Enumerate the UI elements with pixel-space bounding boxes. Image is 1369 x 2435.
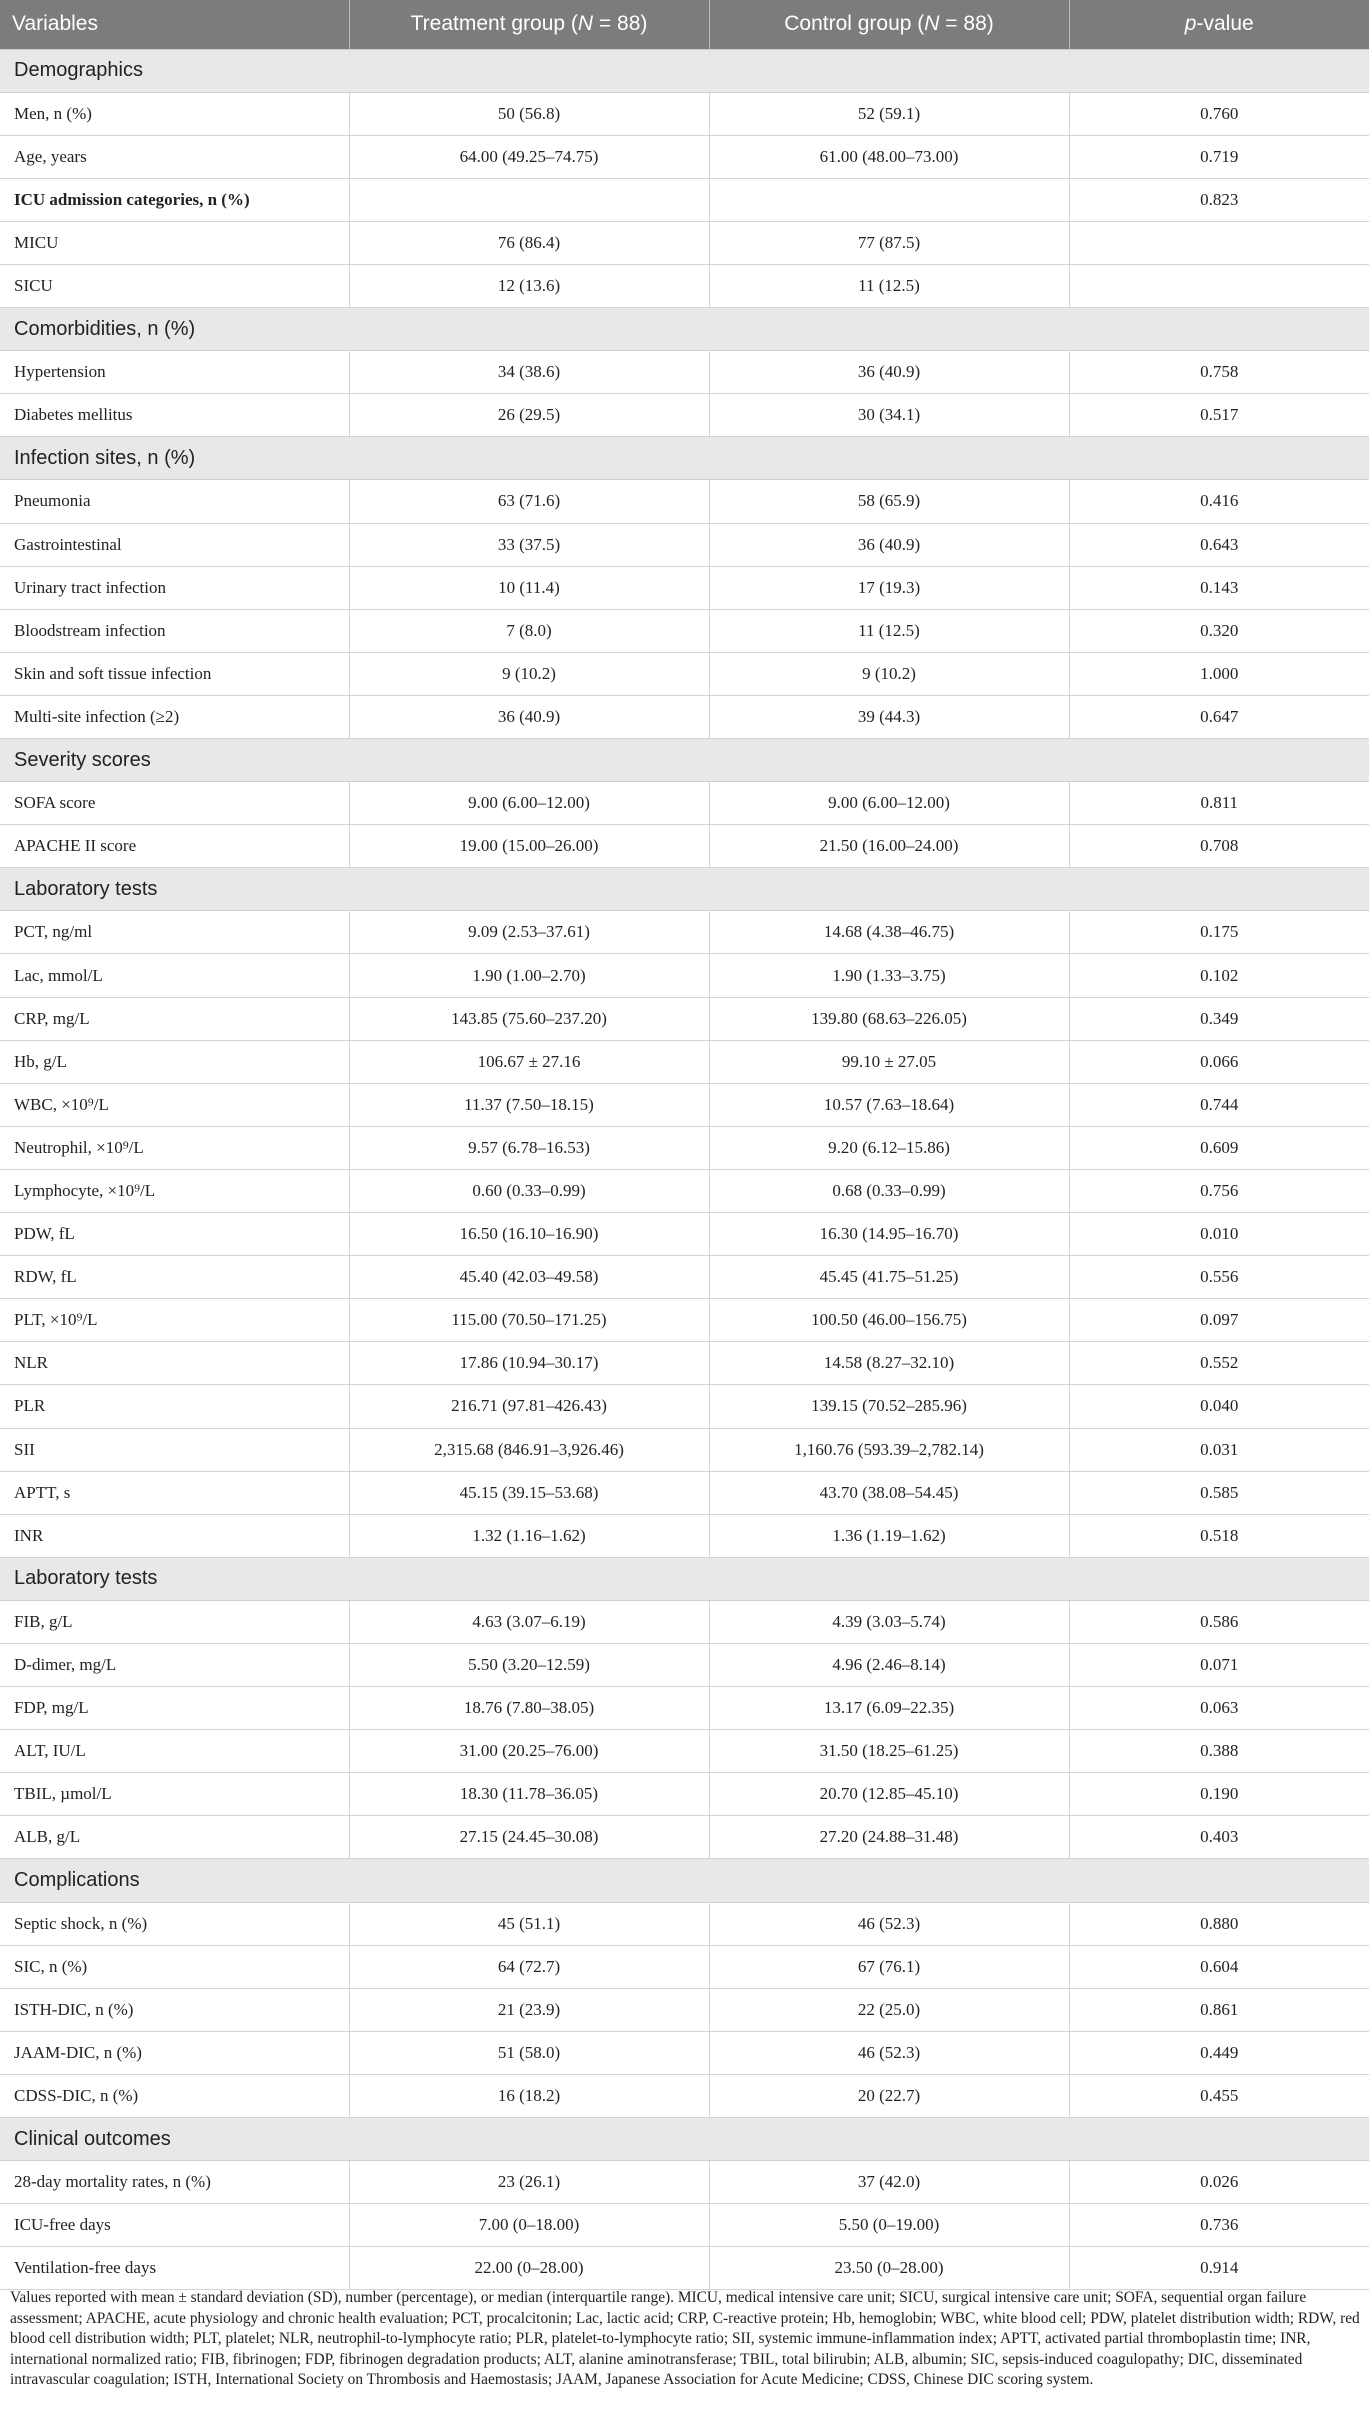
variable-cell: APTT, s xyxy=(0,1471,349,1514)
treatment-cell: 16 (18.2) xyxy=(349,2074,709,2117)
variable-cell: Men, n (%) xyxy=(0,92,349,135)
p-value-cell: 0.744 xyxy=(1069,1083,1369,1126)
section-label: Laboratory tests xyxy=(0,1557,1369,1600)
header-p-post: -value xyxy=(1196,12,1254,36)
table-row xyxy=(0,523,1369,566)
treatment-cell: 16.50 (16.10–16.90) xyxy=(349,1213,709,1256)
treatment-cell: 2,315.68 (846.91–3,926.46) xyxy=(349,1428,709,1471)
table-row xyxy=(0,2161,1369,2204)
variable-cell: Neutrophil, ×10⁹/L xyxy=(0,1126,349,1169)
control-cell: 27.20 (24.88–31.48) xyxy=(709,1816,1069,1859)
treatment-cell: 22.00 (0–28.00) xyxy=(349,2247,709,2290)
p-value-cell: 0.388 xyxy=(1069,1730,1369,1773)
control-cell: 31.50 (18.25–61.25) xyxy=(709,1730,1069,1773)
table-row xyxy=(0,2204,1369,2247)
treatment-cell: 63 (71.6) xyxy=(349,480,709,523)
treatment-cell: 9.09 (2.53–37.61) xyxy=(349,911,709,954)
table-row xyxy=(0,1126,1369,1169)
p-value-cell: 0.643 xyxy=(1069,523,1369,566)
variable-cell: RDW, fL xyxy=(0,1256,349,1299)
header-control-pre: Control group ( xyxy=(784,12,925,36)
variable-cell: Urinary tract infection xyxy=(0,566,349,609)
table-row xyxy=(0,1428,1369,1471)
table-row xyxy=(0,1385,1369,1428)
p-value-cell: 0.880 xyxy=(1069,1902,1369,1945)
control-cell: 0.68 (0.33–0.99) xyxy=(709,1169,1069,1212)
table-row xyxy=(0,1342,1369,1385)
control-cell: 9.00 (6.00–12.00) xyxy=(709,782,1069,825)
variable-cell: APACHE II score xyxy=(0,825,349,868)
control-cell xyxy=(709,178,1069,221)
control-cell: 139.80 (68.63–226.05) xyxy=(709,997,1069,1040)
variable-cell: NLR xyxy=(0,1342,349,1385)
treatment-cell: 5.50 (3.20–12.59) xyxy=(349,1643,709,1686)
table-row xyxy=(0,911,1369,954)
table-row xyxy=(0,1040,1369,1083)
control-cell: 52 (59.1) xyxy=(709,92,1069,135)
p-value-cell: 0.097 xyxy=(1069,1299,1369,1342)
treatment-cell: 64 (72.7) xyxy=(349,1945,709,1988)
section-header-row xyxy=(0,1557,1369,1600)
variable-cell: Bloodstream infection xyxy=(0,609,349,652)
treatment-cell: 106.67 ± 27.16 xyxy=(349,1040,709,1083)
variable-cell: Lac, mmol/L xyxy=(0,954,349,997)
variable-cell: Gastrointestinal xyxy=(0,523,349,566)
variable-cell: Hb, g/L xyxy=(0,1040,349,1083)
control-cell: 100.50 (46.00–156.75) xyxy=(709,1299,1069,1342)
variable-cell: JAAM-DIC, n (%) xyxy=(0,2031,349,2074)
variable-cell: ISTH-DIC, n (%) xyxy=(0,1988,349,2031)
control-cell: 39 (44.3) xyxy=(709,695,1069,738)
control-cell: 11 (12.5) xyxy=(709,264,1069,307)
table-row xyxy=(0,1988,1369,2031)
treatment-cell: 11.37 (7.50–18.15) xyxy=(349,1083,709,1126)
control-cell: 23.50 (0–28.00) xyxy=(709,2247,1069,2290)
header-control-group xyxy=(709,0,1069,49)
variable-cell: PCT, ng/ml xyxy=(0,911,349,954)
table-row xyxy=(0,2074,1369,2117)
control-cell: 36 (40.9) xyxy=(709,523,1069,566)
control-cell: 4.96 (2.46–8.14) xyxy=(709,1643,1069,1686)
variable-cell: Lymphocyte, ×10⁹/L xyxy=(0,1169,349,1212)
p-value-cell: 0.063 xyxy=(1069,1687,1369,1730)
treatment-cell: 9.57 (6.78–16.53) xyxy=(349,1126,709,1169)
control-cell: 21.50 (16.00–24.00) xyxy=(709,825,1069,868)
variable-cell: CRP, mg/L xyxy=(0,997,349,1040)
table-row xyxy=(0,566,1369,609)
p-value-cell: 0.914 xyxy=(1069,2247,1369,2290)
p-value-cell: 0.143 xyxy=(1069,566,1369,609)
treatment-cell: 34 (38.6) xyxy=(349,351,709,394)
treatment-cell: 45.40 (42.03–49.58) xyxy=(349,1256,709,1299)
treatment-cell: 36 (40.9) xyxy=(349,695,709,738)
treatment-cell: 26 (29.5) xyxy=(349,394,709,437)
variable-cell: FDP, mg/L xyxy=(0,1687,349,1730)
p-value-cell: 0.861 xyxy=(1069,1988,1369,2031)
treatment-cell: 18.76 (7.80–38.05) xyxy=(349,1687,709,1730)
p-value-cell: 0.736 xyxy=(1069,2204,1369,2247)
p-value-cell: 0.758 xyxy=(1069,351,1369,394)
variable-cell: ALB, g/L xyxy=(0,1816,349,1859)
control-cell: 20 (22.7) xyxy=(709,2074,1069,2117)
table-row xyxy=(0,1514,1369,1557)
control-cell: 14.68 (4.38–46.75) xyxy=(709,911,1069,954)
control-cell: 99.10 ± 27.05 xyxy=(709,1040,1069,1083)
control-cell: 11 (12.5) xyxy=(709,609,1069,652)
table-row xyxy=(0,178,1369,221)
treatment-cell: 51 (58.0) xyxy=(349,2031,709,2074)
treatment-cell: 64.00 (49.25–74.75) xyxy=(349,135,709,178)
p-value-cell: 0.455 xyxy=(1069,2074,1369,2117)
header-treatment-post: = 88) xyxy=(593,12,648,36)
p-value-cell: 0.449 xyxy=(1069,2031,1369,2074)
table-row xyxy=(0,1256,1369,1299)
control-cell: 58 (65.9) xyxy=(709,480,1069,523)
table-row xyxy=(0,2031,1369,2074)
variable-cell: Multi-site infection (≥2) xyxy=(0,695,349,738)
p-value-cell: 0.416 xyxy=(1069,480,1369,523)
table-row xyxy=(0,264,1369,307)
control-cell: 36 (40.9) xyxy=(709,351,1069,394)
control-cell: 43.70 (38.08–54.45) xyxy=(709,1471,1069,1514)
section-label: Clinical outcomes xyxy=(0,2118,1369,2161)
control-cell: 1.90 (1.33–3.75) xyxy=(709,954,1069,997)
section-header-row xyxy=(0,308,1369,351)
treatment-cell: 17.86 (10.94–30.17) xyxy=(349,1342,709,1385)
section-label: Complications xyxy=(0,1859,1369,1902)
p-value-cell: 0.552 xyxy=(1069,1342,1369,1385)
p-value-cell: 0.190 xyxy=(1069,1773,1369,1816)
variable-cell: PLT, ×10⁹/L xyxy=(0,1299,349,1342)
header-control-post: = 88) xyxy=(939,12,994,36)
p-value-cell: 0.403 xyxy=(1069,1816,1369,1859)
header-row xyxy=(0,0,1369,49)
table-row xyxy=(0,1687,1369,1730)
p-value-cell: 0.556 xyxy=(1069,1256,1369,1299)
p-value-cell: 0.066 xyxy=(1069,1040,1369,1083)
treatment-cell: 27.15 (24.45–30.08) xyxy=(349,1816,709,1859)
treatment-cell: 33 (37.5) xyxy=(349,523,709,566)
treatment-cell: 19.00 (15.00–26.00) xyxy=(349,825,709,868)
variable-cell: Ventilation-free days xyxy=(0,2247,349,2290)
treatment-cell: 143.85 (75.60–237.20) xyxy=(349,997,709,1040)
treatment-cell: 18.30 (11.78–36.05) xyxy=(349,1773,709,1816)
control-cell: 45.45 (41.75–51.25) xyxy=(709,1256,1069,1299)
treatment-cell: 7.00 (0–18.00) xyxy=(349,2204,709,2247)
p-value-cell xyxy=(1069,221,1369,264)
p-value-cell: 0.604 xyxy=(1069,1945,1369,1988)
variable-cell: FIB, g/L xyxy=(0,1600,349,1643)
section-label: Severity scores xyxy=(0,739,1369,782)
table-row xyxy=(0,1213,1369,1256)
p-value-cell xyxy=(1069,264,1369,307)
variable-cell: Hypertension xyxy=(0,351,349,394)
variable-cell: SII xyxy=(0,1428,349,1471)
table-row xyxy=(0,1643,1369,1686)
control-cell: 46 (52.3) xyxy=(709,2031,1069,2074)
control-cell: 37 (42.0) xyxy=(709,2161,1069,2204)
p-value-cell: 0.609 xyxy=(1069,1126,1369,1169)
variable-cell: D-dimer, mg/L xyxy=(0,1643,349,1686)
table-row xyxy=(0,782,1369,825)
table-row xyxy=(0,1730,1369,1773)
header-treatment-group xyxy=(349,0,709,49)
control-cell: 14.58 (8.27–32.10) xyxy=(709,1342,1069,1385)
table-row xyxy=(0,351,1369,394)
table-row xyxy=(0,1773,1369,1816)
table-row xyxy=(0,1945,1369,1988)
table-footnote: Values reported with mean ± standard deviation (SD), number (percentage), or median (interquartile range). MICU, medical intensive care unit; SICU, surgical intensive care unit; SOFA, sequential organ failure assessment; APACHE, acute physiology and chronic health evaluation; PCT, procalcitonin; Lac, lactic acid; CRP, C-reactive protein; Hb, hemoglobin; WBC, white blood cell; PDW, platelet distribution width; RDW, red blood cell distribution width; PLT, platelet; NLR, neutrophil-to-lymphocyte ratio; PLR, platelet-to-lymphocyte ratio; SII, systemic immune-inflammation index; APTT, activated partial thromboplastin time; INR, international normalized ratio; FIB, fibrinogen; FDP, fibrinogen degradation products; ALT, alanine aminotransferase; TBIL, total bilirubin; ALB, albumin; SIC, sepsis-induced coagulopathy; DIC, disseminated intravascular coagulation; ISTH, International Society on Thrombosis and Haemostasis; JAAM, Japanese Association for Acute Medicine; CDSS, Chinese DIC scoring system. xyxy=(10,2289,1360,2389)
section-label: Infection sites, n (%) xyxy=(0,437,1369,480)
p-value-cell: 0.031 xyxy=(1069,1428,1369,1471)
header-control-n: N xyxy=(924,12,940,36)
treatment-cell: 21 (23.9) xyxy=(349,1988,709,2031)
section-header-row xyxy=(0,1859,1369,1902)
control-cell: 77 (87.5) xyxy=(709,221,1069,264)
control-cell: 61.00 (48.00–73.00) xyxy=(709,135,1069,178)
treatment-cell xyxy=(349,178,709,221)
table-row xyxy=(0,954,1369,997)
control-cell: 1,160.76 (593.39–2,782.14) xyxy=(709,1428,1069,1471)
variable-cell: CDSS-DIC, n (%) xyxy=(0,2074,349,2117)
control-cell: 9.20 (6.12–15.86) xyxy=(709,1126,1069,1169)
control-cell: 46 (52.3) xyxy=(709,1902,1069,1945)
control-cell: 22 (25.0) xyxy=(709,1988,1069,2031)
variable-cell: SIC, n (%) xyxy=(0,1945,349,1988)
p-value-cell: 0.760 xyxy=(1069,92,1369,135)
treatment-cell: 23 (26.1) xyxy=(349,2161,709,2204)
p-value-cell: 0.102 xyxy=(1069,954,1369,997)
variable-cell: MICU xyxy=(0,221,349,264)
variable-cell: SICU xyxy=(0,264,349,307)
p-value-cell: 1.000 xyxy=(1069,652,1369,695)
variable-cell: WBC, ×10⁹/L xyxy=(0,1083,349,1126)
p-value-cell: 0.040 xyxy=(1069,1385,1369,1428)
table-row xyxy=(0,394,1369,437)
p-value-cell: 0.518 xyxy=(1069,1514,1369,1557)
table-row xyxy=(0,609,1369,652)
header-p: p xyxy=(1184,12,1197,36)
table-body xyxy=(0,49,1369,2290)
table-row xyxy=(0,480,1369,523)
header-treatment-pre: Treatment group ( xyxy=(410,12,578,36)
p-value-cell: 0.823 xyxy=(1069,178,1369,221)
treatment-cell: 50 (56.8) xyxy=(349,92,709,135)
variable-cell: Septic shock, n (%) xyxy=(0,1902,349,1945)
variable-cell: PDW, fL xyxy=(0,1213,349,1256)
table-row xyxy=(0,1600,1369,1643)
treatment-cell: 7 (8.0) xyxy=(349,609,709,652)
header-variables: Variables xyxy=(0,0,349,49)
p-value-cell: 0.756 xyxy=(1069,1169,1369,1212)
p-value-cell: 0.719 xyxy=(1069,135,1369,178)
table-row xyxy=(0,652,1369,695)
table-row xyxy=(0,1902,1369,1945)
table-row xyxy=(0,695,1369,738)
treatment-cell: 45.15 (39.15–53.68) xyxy=(349,1471,709,1514)
control-cell: 139.15 (70.52–285.96) xyxy=(709,1385,1069,1428)
table-header xyxy=(0,0,1369,49)
header-treatment-n: N xyxy=(577,12,594,36)
treatment-cell: 216.71 (97.81–426.43) xyxy=(349,1385,709,1428)
table-row xyxy=(0,825,1369,868)
section-header-row xyxy=(0,868,1369,911)
control-cell: 16.30 (14.95–16.70) xyxy=(709,1213,1069,1256)
treatment-cell: 9 (10.2) xyxy=(349,652,709,695)
p-value-cell: 0.010 xyxy=(1069,1213,1369,1256)
treatment-cell: 31.00 (20.25–76.00) xyxy=(349,1730,709,1773)
treatment-cell: 10 (11.4) xyxy=(349,566,709,609)
section-header-row xyxy=(0,2118,1369,2161)
p-value-cell: 0.349 xyxy=(1069,997,1369,1040)
table-row xyxy=(0,997,1369,1040)
table-row xyxy=(0,2247,1369,2290)
variable-cell: ICU admission categories, n (%) xyxy=(0,178,349,221)
treatment-cell: 45 (51.1) xyxy=(349,1902,709,1945)
p-value-cell: 0.647 xyxy=(1069,695,1369,738)
control-cell: 9 (10.2) xyxy=(709,652,1069,695)
variable-cell: TBIL, µmol/L xyxy=(0,1773,349,1816)
variable-cell: Pneumonia xyxy=(0,480,349,523)
section-label: Laboratory tests xyxy=(0,868,1369,911)
variable-cell: SOFA score xyxy=(0,782,349,825)
control-cell: 13.17 (6.09–22.35) xyxy=(709,1687,1069,1730)
treatment-cell: 115.00 (70.50–171.25) xyxy=(349,1299,709,1342)
treatment-cell: 1.90 (1.00–2.70) xyxy=(349,954,709,997)
table-row xyxy=(0,1299,1369,1342)
control-cell: 30 (34.1) xyxy=(709,394,1069,437)
variable-cell: Age, years xyxy=(0,135,349,178)
control-cell: 4.39 (3.03–5.74) xyxy=(709,1600,1069,1643)
p-value-cell: 0.320 xyxy=(1069,609,1369,652)
section-header-row xyxy=(0,437,1369,480)
variable-cell: PLR xyxy=(0,1385,349,1428)
table-row xyxy=(0,92,1369,135)
header-p-value xyxy=(1069,0,1369,49)
p-value-cell: 0.708 xyxy=(1069,825,1369,868)
control-cell: 10.57 (7.63–18.64) xyxy=(709,1083,1069,1126)
section-header-row xyxy=(0,49,1369,92)
section-header-row xyxy=(0,739,1369,782)
treatment-cell: 12 (13.6) xyxy=(349,264,709,307)
treatment-cell: 9.00 (6.00–12.00) xyxy=(349,782,709,825)
section-label: Comorbidities, n (%) xyxy=(0,308,1369,351)
control-cell: 20.70 (12.85–45.10) xyxy=(709,1773,1069,1816)
variable-cell: ALT, IU/L xyxy=(0,1730,349,1773)
p-value-cell: 0.071 xyxy=(1069,1643,1369,1686)
variable-cell: INR xyxy=(0,1514,349,1557)
control-cell: 1.36 (1.19–1.62) xyxy=(709,1514,1069,1557)
p-value-cell: 0.811 xyxy=(1069,782,1369,825)
treatment-cell: 0.60 (0.33–0.99) xyxy=(349,1169,709,1212)
p-value-cell: 0.175 xyxy=(1069,911,1369,954)
table-row xyxy=(0,1816,1369,1859)
variable-cell: 28-day mortality rates, n (%) xyxy=(0,2161,349,2204)
control-cell: 67 (76.1) xyxy=(709,1945,1069,1988)
p-value-cell: 0.586 xyxy=(1069,1600,1369,1643)
table-row xyxy=(0,1083,1369,1126)
table-row xyxy=(0,135,1369,178)
control-cell: 5.50 (0–19.00) xyxy=(709,2204,1069,2247)
section-label: Demographics xyxy=(0,49,1369,92)
treatment-cell: 76 (86.4) xyxy=(349,221,709,264)
p-value-cell: 0.517 xyxy=(1069,394,1369,437)
treatment-cell: 1.32 (1.16–1.62) xyxy=(349,1514,709,1557)
p-value-cell: 0.026 xyxy=(1069,2161,1369,2204)
table-row xyxy=(0,1169,1369,1212)
p-value-cell: 0.585 xyxy=(1069,1471,1369,1514)
variable-cell: Diabetes mellitus xyxy=(0,394,349,437)
control-cell: 17 (19.3) xyxy=(709,566,1069,609)
table-row xyxy=(0,1471,1369,1514)
treatment-cell: 4.63 (3.07–6.19) xyxy=(349,1600,709,1643)
variable-cell: Skin and soft tissue infection xyxy=(0,652,349,695)
table-row xyxy=(0,221,1369,264)
variable-cell: ICU-free days xyxy=(0,2204,349,2247)
